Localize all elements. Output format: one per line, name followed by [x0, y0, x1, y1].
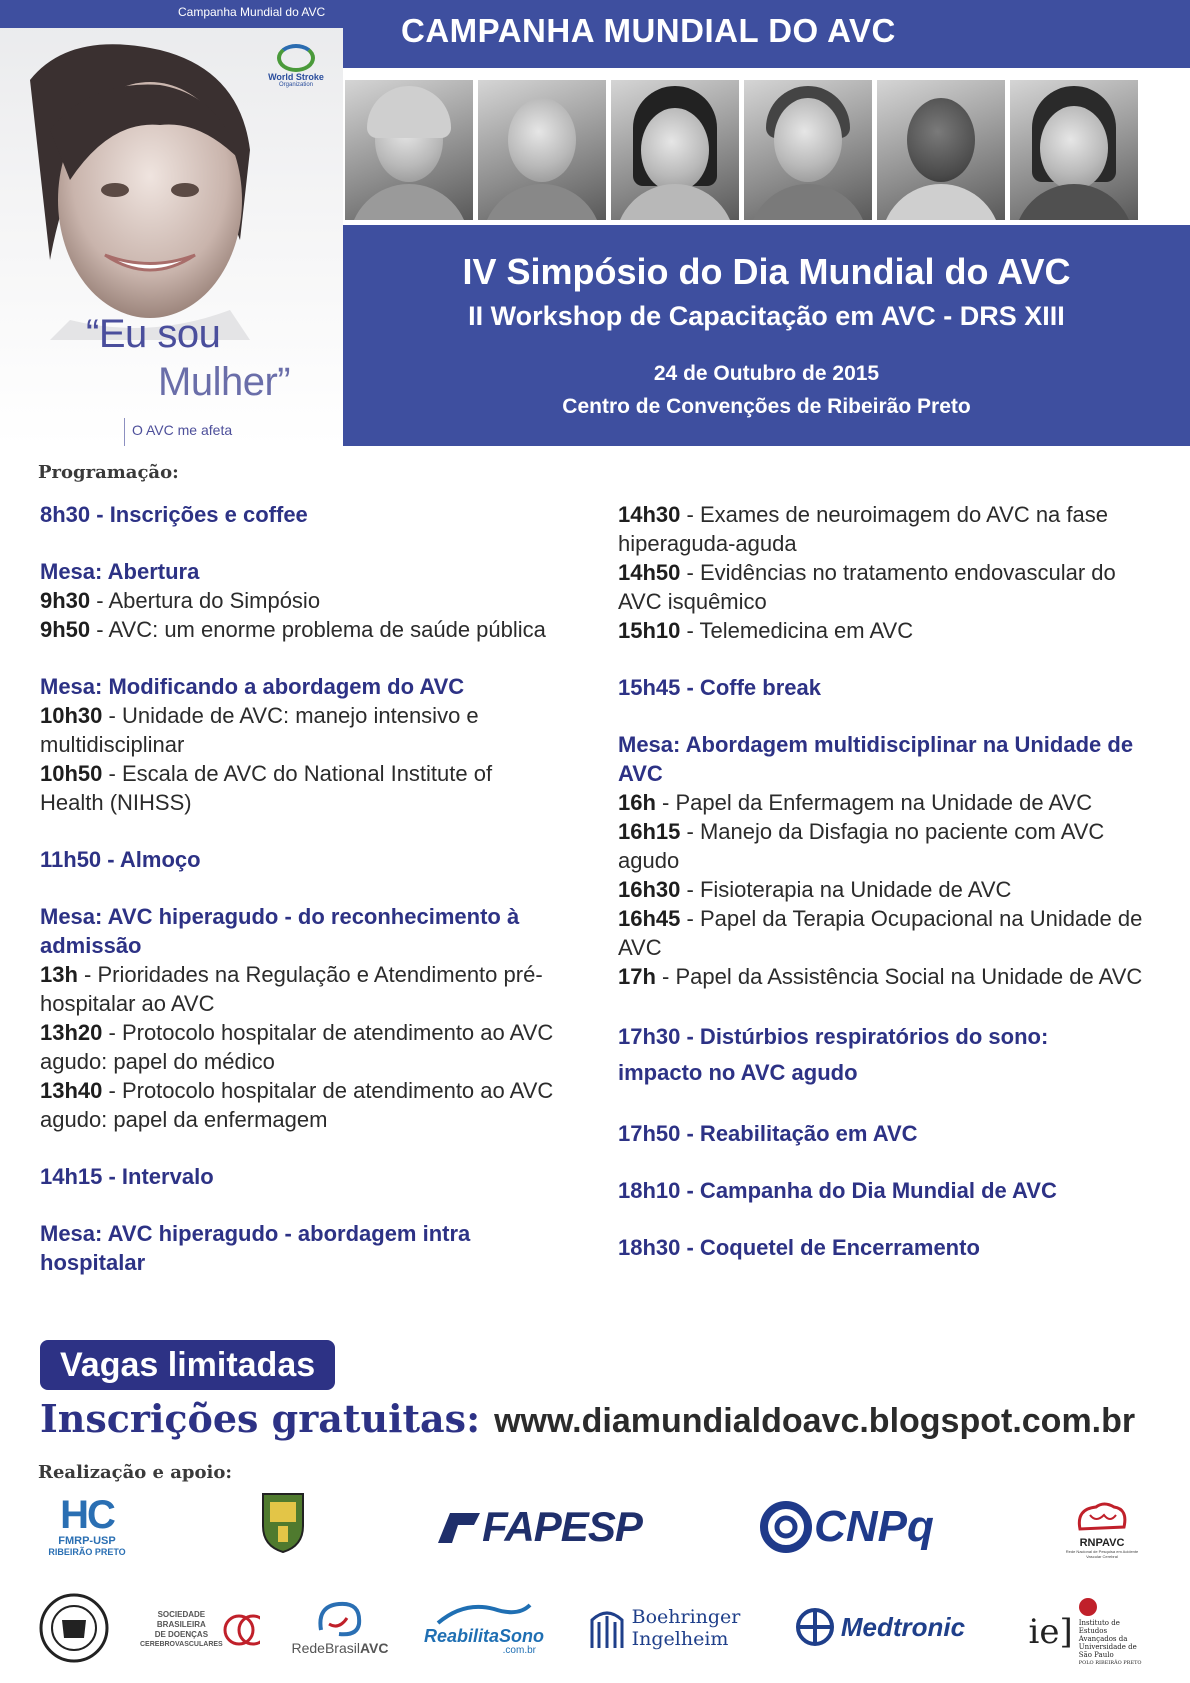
iea-line-5: São Paulo: [1078, 1650, 1114, 1659]
sbdcv-logo: [140, 1598, 260, 1662]
iea-text-block: [1079, 1598, 1142, 1667]
program-right-column: [618, 500, 1158, 1290]
lunch-item: 11h50 - Almoço: [40, 847, 201, 872]
item-text: - Prioridades na Regulação e Atendimento pré-hospitalar ao AVC: [40, 962, 543, 1016]
faces-strip: [343, 68, 1190, 225]
face-photo-elderly-woman: [345, 80, 473, 220]
item-text: - Protocolo hospitalar de atendimento ao AVC agudo: papel do médico: [40, 1020, 554, 1074]
sleep-talk-item: [618, 1019, 1158, 1091]
reabilitasono-wave-icon: [434, 1601, 534, 1627]
face-photo-asian-woman: [611, 80, 739, 220]
fapesp-swoosh-icon: [436, 1509, 482, 1545]
iea-line-2: Estudos: [1078, 1626, 1108, 1635]
wso-name: World Stroke: [268, 72, 324, 82]
reabilitasono-sub: .com.br: [502, 1644, 536, 1656]
session-heading-intra-hospital: Mesa: AVC hiperagudo - abordagem intra hospitalar: [40, 1221, 471, 1275]
item-text: - Abertura do Simpósio: [90, 588, 321, 613]
campaign-poster: [0, 0, 343, 446]
rehab-item: 17h50 - Reabilitação em AVC: [618, 1121, 918, 1146]
medtronic-text: Medtronic: [840, 1611, 966, 1642]
item-time: 16h45: [618, 906, 681, 931]
item-time: 10h30: [40, 703, 103, 728]
program-item: [618, 500, 1158, 558]
item-time: 15h10: [618, 618, 681, 643]
sbdcv-line-1: SOCIEDADE: [157, 1610, 206, 1619]
cnpq-text: CNPq: [814, 1502, 934, 1551]
program-item: [618, 962, 1158, 991]
quote-line-2: Mulher”: [158, 360, 291, 404]
session-heading: Mesa: Modificando a abordagem do AVC: [40, 674, 465, 699]
iea-red-dot-icon: [1079, 1598, 1097, 1616]
face-photo-man: [877, 80, 1005, 220]
face-photo-boy: [744, 80, 872, 220]
iea-mark: ie]: [1028, 1612, 1073, 1652]
sponsors-label: Realização e apoio:: [38, 1462, 232, 1483]
boehringer-line-2: Ingelheim: [631, 1628, 729, 1650]
item-time: 16h15: [618, 819, 681, 844]
program-item: [618, 817, 1158, 875]
sleep-talk-line-2: impacto no AVC agudo: [618, 1060, 858, 1085]
poster-top-text: Campanha Mundial do AVC: [178, 5, 326, 19]
campaign-title: CAMPANHA MUNDIAL DO AVC: [401, 12, 896, 49]
iea-line-3: Avançados da: [1078, 1634, 1128, 1643]
program-item: [618, 875, 1158, 904]
coffee-break-item: 15h45 - Coffe break: [618, 675, 821, 700]
item-text: - Evidências no tratamento endovascular do AVC isquêmico: [618, 560, 1116, 614]
fapesp-logo: [424, 1496, 654, 1558]
program-item: [40, 586, 560, 615]
campaign-item: 18h10 - Campanha do Dia Mundial de AVC: [618, 1178, 1057, 1203]
event-title-box: [343, 225, 1190, 446]
world-stroke-organization-logo: [256, 44, 336, 106]
program-item: [40, 701, 560, 759]
woman-portrait-image: [10, 40, 290, 340]
wso-ring-icon: [277, 44, 315, 72]
session-multidisciplinary: [618, 730, 1158, 991]
fapesp-text: FAPESP: [482, 1503, 642, 1550]
redebrasil-text-pre: RedeBrasil: [291, 1640, 360, 1656]
reabilitasono-logo: [424, 1592, 545, 1664]
event-subtitle: II Workshop de Capacitação em AVC - DRS XIII: [468, 301, 1065, 331]
redebrasil-text: [291, 1640, 388, 1656]
program-item: [618, 616, 1158, 645]
session-continuation: [618, 500, 1158, 645]
session-modifying-approach: [40, 672, 560, 817]
boehringer-building-icon: [588, 1606, 626, 1650]
boehringer-text-block: [632, 1606, 741, 1650]
registration-line: [40, 1396, 1135, 1441]
session-heading: Mesa: AVC hiperagudo - do reconhecimento à admissão: [40, 904, 520, 958]
closing-item: 18h30 - Coquetel de Encerramento: [618, 1235, 980, 1260]
item-time: 10h50: [40, 761, 103, 786]
sleep-talk-line-1: 17h30 - Distúrbios respiratórios do sono:: [618, 1024, 1049, 1049]
program-left-column: [40, 500, 560, 1305]
item-text: - Fisioterapia na Unidade de AVC: [680, 877, 1012, 902]
item-text: - Papel da Terapia Ocupacional na Unidade de AVC: [618, 906, 1143, 960]
sbdcv-line-4: CEREBROVASCULARES: [140, 1641, 223, 1648]
program-item: [40, 759, 560, 817]
iea-line-4: Universidade de: [1078, 1642, 1137, 1651]
event-date: 24 de Outubro de 2015: [653, 362, 880, 385]
session-hyperacute-recognition: [40, 902, 560, 1134]
sbdcv-line-3: DE DOENÇAS: [154, 1630, 209, 1639]
item-text: - Papel da Assistência Social na Unidade de AVC: [655, 964, 1143, 989]
coat-of-arms-logo: [258, 1490, 308, 1554]
item-time: 16h30: [618, 877, 681, 902]
program-item: [40, 1076, 560, 1134]
limited-seats-badge: Vagas limitadas: [40, 1340, 335, 1390]
poster-top-bar: [0, 0, 343, 28]
iea-line-6: POLO RIBEIRÃO PRETO: [1078, 1659, 1142, 1666]
session-heading: Mesa: Abertura: [40, 559, 200, 584]
program-item: [618, 558, 1158, 616]
session-opening: [40, 557, 560, 644]
wso-sub: Organization: [278, 82, 314, 88]
item-time: 13h40: [40, 1078, 103, 1103]
face-photo-indian-woman: [1010, 80, 1138, 220]
registration-item: 8h30 - Inscrições e coffee: [40, 502, 308, 527]
registration-label: Inscrições gratuitas:: [40, 1396, 481, 1441]
face-photo-bald-man: [478, 80, 606, 220]
program-label: Programação:: [38, 462, 179, 483]
program-item: [40, 1018, 560, 1076]
item-time: 16h: [618, 790, 656, 815]
campaign-banner: [343, 0, 1190, 68]
item-text: - AVC: um enorme problema de saúde pública: [90, 617, 546, 642]
item-time: 9h50: [40, 617, 91, 642]
hc-sub-1: FMRP-USP: [58, 1535, 116, 1547]
redebrasil-avc-logo: [288, 1590, 392, 1666]
poster-tagline: O AVC me afeta: [132, 422, 233, 438]
item-time: 13h: [40, 962, 78, 987]
item-text: - Protocolo hospitalar de atendimento ao AVC agudo: papel da enfermagem: [40, 1078, 554, 1132]
sbdcv-circles-icon: [223, 1607, 260, 1653]
item-text: - Exames de neuroimagem do AVC na fase hiperaguda-aguda: [618, 502, 1108, 556]
iea-line-1: Instituto de: [1078, 1618, 1120, 1627]
event-venue: Centro de Convenções de Ribeirão Preto: [562, 395, 971, 418]
tagline-divider: [124, 418, 125, 446]
item-text: - Escala de AVC do National Institute of Health (NIHSS): [40, 761, 493, 815]
brain-icon: [1074, 1501, 1130, 1537]
rnpavc-logo: [1062, 1490, 1142, 1570]
hc-sub-2: RIBEIRÃO PRETO: [48, 1547, 126, 1557]
break-item: 14h15 - Intervalo: [40, 1164, 214, 1189]
academic-seal-logo: [38, 1592, 110, 1664]
item-text: - Papel da Enfermagem na Unidade de AVC: [655, 790, 1093, 815]
cnpq-logo: [746, 1494, 946, 1560]
medtronic-logo: [780, 1602, 980, 1652]
item-text: - Unidade de AVC: manejo intensivo e multidisciplinar: [40, 703, 479, 757]
hc-mark: HC: [60, 1493, 114, 1537]
item-time: 9h30: [40, 588, 91, 613]
event-title: IV Simpósio do Dia Mundial do AVC: [462, 251, 1071, 292]
item-time: 13h20: [40, 1020, 103, 1045]
redebrasil-text-bold: AVC: [359, 1640, 389, 1656]
reabilitasono-text: ReabilitaSono: [424, 1625, 545, 1646]
medtronic-figure-icon: [795, 1607, 835, 1647]
item-time: 17h: [618, 964, 656, 989]
rnpavc-text: RNPAVC: [1079, 1537, 1125, 1549]
rnpavc-sub: Rede Nacional de Pesquisa em Acidente Vascular Cerebral: [1065, 1549, 1139, 1559]
program-item: [618, 788, 1158, 817]
redebrasil-brain-icon: [317, 1600, 363, 1640]
sbdcv-line-2: BRASILEIRA: [156, 1620, 206, 1629]
iea-usp-logo: [1014, 1596, 1156, 1668]
program-item: [618, 904, 1158, 962]
item-text: - Manejo da Disfagia no paciente com AVC agudo: [618, 819, 1105, 873]
quote-line-1: “Eu sou: [86, 312, 221, 356]
hc-fmrp-usp-logo: [40, 1494, 134, 1558]
boehringer-line-1: Boehringer: [631, 1606, 741, 1628]
item-text: - Telemedicina em AVC: [680, 618, 914, 643]
session-heading: Mesa: Abordagem multidisciplinar na Unidade de AVC: [618, 732, 1134, 786]
item-time: 14h50: [618, 560, 681, 585]
boehringer-ingelheim-logo: [584, 1600, 744, 1656]
cnpq-ring-icon: [758, 1499, 814, 1555]
program-item: [40, 960, 560, 1018]
program-item: [40, 615, 560, 644]
item-time: 14h30: [618, 502, 681, 527]
sbdcv-text-block: [140, 1610, 223, 1650]
registration-url-link[interactable]: www.diamundialdoavc.blogspot.com.br: [494, 1402, 1136, 1440]
